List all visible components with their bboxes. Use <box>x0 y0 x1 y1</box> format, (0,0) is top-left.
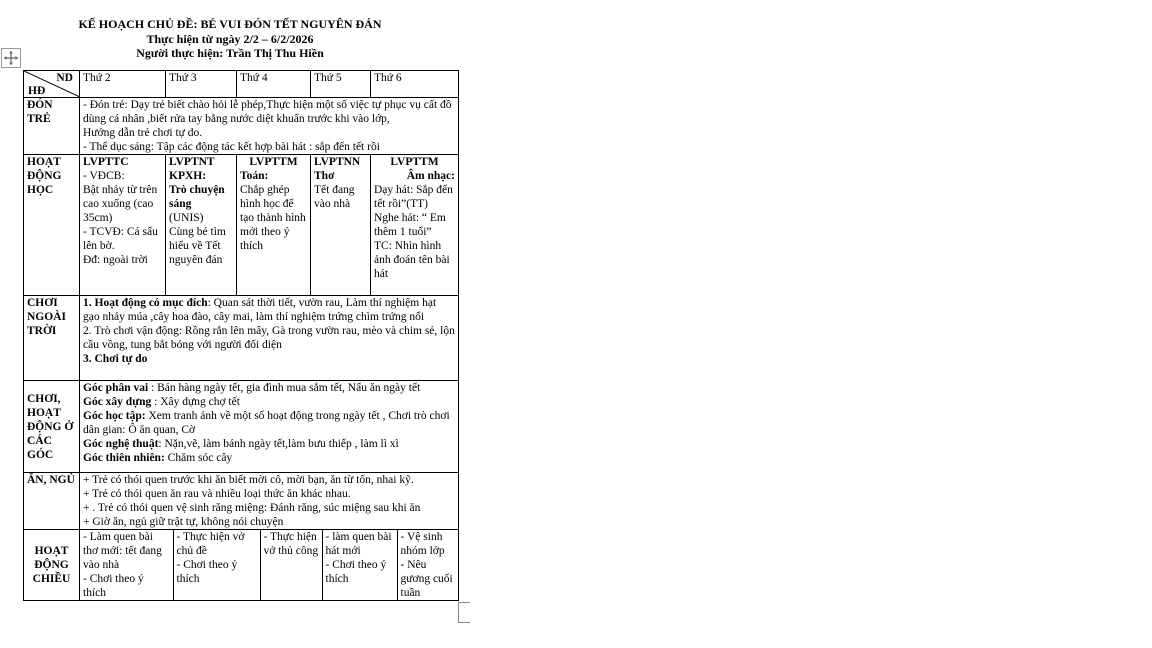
lesson-text: Cùng bé tìm hiểu về Tết nguyên đán <box>169 226 226 266</box>
row-label-an-ngu: ĂN, NGỦ <box>24 473 80 530</box>
corner-activity <box>83 451 455 465</box>
lesson-cell-thu <box>311 155 371 296</box>
afternoon-text: - Chơi theo ý thích <box>325 559 387 585</box>
outdoor-item-1-title: 1. Hoạt động có mục đích <box>83 297 208 309</box>
document-dates: Thực hiện từ ngày 2/2 – 6/2/2026 <box>146 32 314 46</box>
row-label-hoat-dong-hoc: HOẠT ĐỘNG HỌC <box>24 155 80 296</box>
outdoor-item-1 <box>83 296 455 324</box>
row-label-choi-goc: CHƠI, HOẠT ĐỘNG Ở CÁC GÓC <box>24 381 80 473</box>
table-resize-handle-icon[interactable] <box>458 602 470 623</box>
document-author: Người thực hiện: Trần Thị Thu Hiền <box>136 46 324 60</box>
lesson-text: Tết đang vào nhà <box>314 184 355 210</box>
row-an-ngu <box>24 473 459 530</box>
corner-activity-text: Chăm sóc cây <box>164 452 233 464</box>
corner-activity-title: Góc phân vai <box>83 382 149 394</box>
lesson-text: - VĐCB: <box>83 170 125 182</box>
afternoon-text: - Chơi theo ý thích <box>176 559 238 585</box>
lesson-text: Dạy hát: Sắp đến tết rồi”(TT) <box>374 184 453 210</box>
lesson-cell-fri <box>371 155 459 296</box>
table-header-row <box>24 71 459 98</box>
move-cross-icon[interactable] <box>1 48 21 68</box>
an-ngu-content <box>80 473 459 530</box>
row-hoat-dong-chieu <box>24 530 459 601</box>
lesson-text: Bật nhảy từ trên cao xuống (cao 35cm) <box>83 184 158 224</box>
afternoon-text: - Thực hiện vở chủ đề <box>176 531 245 557</box>
afternoon-text: - làm quen bài hát mới <box>325 531 392 557</box>
outdoor-item-2: 2. Trò chơi vận động: Rồng rắn lên mây, Gà trong vườn rau, mèo và chim sẻ, lộn cầu vồng, tung bắt bóng với người đối diện <box>83 325 455 351</box>
lesson-heading: LVPTNN <box>314 156 361 168</box>
corner-cell <box>24 71 80 98</box>
corner-activity-title: Góc xây dựng <box>83 396 152 408</box>
lesson-heading: LVPTTC <box>83 156 129 168</box>
corner-activity-text: Xem tranh ảnh về một số hoạt động trong ngày tết , Chơi trò chơi dân gian: Ô ăn quan, Cờ <box>83 410 450 436</box>
lesson-text: Chắp ghép hình học để tạo thành hình mới theo ý thích <box>240 184 306 252</box>
don-tre-line: Hướng dẫn trẻ chơi tự do. <box>83 127 203 139</box>
afternoon-text: - Chơi theo ý thích <box>83 573 144 599</box>
corner-activity-text: : Nặn,vẽ, làm bánh ngày tết,làm bưu thiếp , làm lì xì <box>158 438 399 450</box>
corner-activity <box>83 395 455 409</box>
meal-sleep-line: + Giờ ăn, ngủ giữ trật tự, không nói chuyện <box>83 516 284 528</box>
lesson-text: Đđ: ngoài trời <box>83 254 148 266</box>
row-don-tre <box>24 98 459 155</box>
day-header-fri: Thứ 6 <box>371 71 459 98</box>
row-label-don-tre: ĐÓN TRẺ <box>24 98 80 155</box>
afternoon-text: - Làm quen bài thơ mới: tết đang vào nhà <box>83 531 162 571</box>
lesson-heading: LVPTTM <box>390 156 439 168</box>
afternoon-cell-thu <box>322 530 397 600</box>
corner-activity <box>83 381 455 395</box>
row-hoat-dong-hoc <box>24 155 459 296</box>
corner-activity <box>83 437 455 451</box>
choi-ngoai-troi-content <box>80 296 459 381</box>
day-header-wed: Thứ 4 <box>237 71 311 98</box>
day-header-thu: Thứ 5 <box>311 71 371 98</box>
choi-goc-content <box>80 381 459 473</box>
day-header-tue: Thứ 3 <box>166 71 237 98</box>
lesson-cell-tue <box>166 155 237 296</box>
corner-activity-title: Góc học tập: <box>83 410 146 422</box>
weekly-plan-table <box>23 70 459 601</box>
don-tre-line: - Thể dục sáng: Tập các động tác kết hợp bài hát : sắp đến tết rồi <box>83 141 380 153</box>
lesson-subject: Toán: <box>240 170 269 182</box>
don-tre-content <box>80 98 459 155</box>
corner-activity-title: Góc nghệ thuật <box>83 438 159 450</box>
afternoon-content <box>80 530 459 601</box>
outdoor-item-1-text: : Quan sát thời tiết, vườn rau, Làm thí nghiệm hạt gạo nhảy múa ,cây hoa đào, cây mai, làm thí nghiệm trứng chìm trứng nổi <box>83 297 437 323</box>
afternoon-cell-tue <box>173 530 260 600</box>
meal-sleep-line: + . Trẻ có thói quen vệ sinh răng miệng: Đánh răng, súc miệng sau khi ăn <box>83 502 421 514</box>
corner-activity-title: Góc thiên nhiên: <box>83 452 165 464</box>
lesson-subject: KPXH: <box>169 170 207 182</box>
meal-sleep-line: + Trẻ có thói quen trước khi ăn biết mời cô, mời bạn, ăn từ tốn, nhai kỹ. <box>83 474 414 486</box>
lesson-cell-wed <box>237 155 311 296</box>
meal-sleep-line: + Trẻ có thói quen ăn rau và nhiều loại thức ăn khác nhau. <box>83 488 351 500</box>
corner-nd-label: ND <box>56 72 73 84</box>
corner-activity-text: : Xây dựng chợ tết <box>151 396 240 408</box>
afternoon-cell-wed <box>260 530 322 600</box>
lesson-title: Trò chuyện sáng <box>169 184 225 210</box>
lesson-heading: LVPTTM <box>249 156 298 168</box>
afternoon-subtable <box>80 530 459 600</box>
corner-activity <box>83 409 455 437</box>
row-choi-ngoai-troi <box>24 296 459 381</box>
document-title: KẾ HOẠCH CHỦ ĐỀ: BÉ VUI ĐÓN TẾT NGUYÊN ĐÁN <box>78 17 382 31</box>
row-choi-goc <box>24 381 459 473</box>
lesson-subject: Âm nhạc: <box>406 170 455 182</box>
corner-hd-label: HĐ <box>28 85 46 97</box>
afternoon-cell-fri <box>397 530 459 600</box>
afternoon-text: - Nêu gương cuối tuần <box>400 559 453 599</box>
row-label-choi-ngoai-troi: CHƠI NGOÀI TRỜI <box>24 296 80 381</box>
lesson-subject: Thơ <box>314 170 335 182</box>
lesson-text: Nghe hát: “ Em thêm 1 tuổi” <box>374 212 446 238</box>
lesson-text: TC: Nhìn hình ảnh đoán tên bài hát <box>374 240 450 280</box>
don-tre-line: - Đón trẻ: Dạy trẻ biết chào hỏi lễ phép,Thực hiện một số việc tự phục vụ cất đồ dùng cá nhân ,biết rửa tay bằng nước diệt khuẩn trước khi vào lớp, <box>83 99 452 125</box>
corner-activity-text: : Bán hàng ngày tết, gia đình mua sắm tết, Nấu ăn ngày tết <box>148 382 421 394</box>
lesson-text: - TCVĐ: Cá sấu lên bờ. <box>83 226 158 252</box>
outdoor-item-3: 3. Chơi tự do <box>83 353 148 365</box>
lesson-heading: LVPTNT <box>169 156 215 168</box>
row-label-hoat-dong-chieu: HOẠT ĐỘNG CHIỀU <box>24 530 80 601</box>
lesson-text: (UNIS) <box>169 212 204 224</box>
afternoon-text: - Vệ sinh nhóm lớp <box>400 531 445 557</box>
day-header-mon: Thứ 2 <box>80 71 166 98</box>
lesson-cell-mon <box>80 155 166 296</box>
afternoon-text: - Thực hiện vở thủ công <box>263 531 319 557</box>
afternoon-cell-mon <box>80 530 173 600</box>
